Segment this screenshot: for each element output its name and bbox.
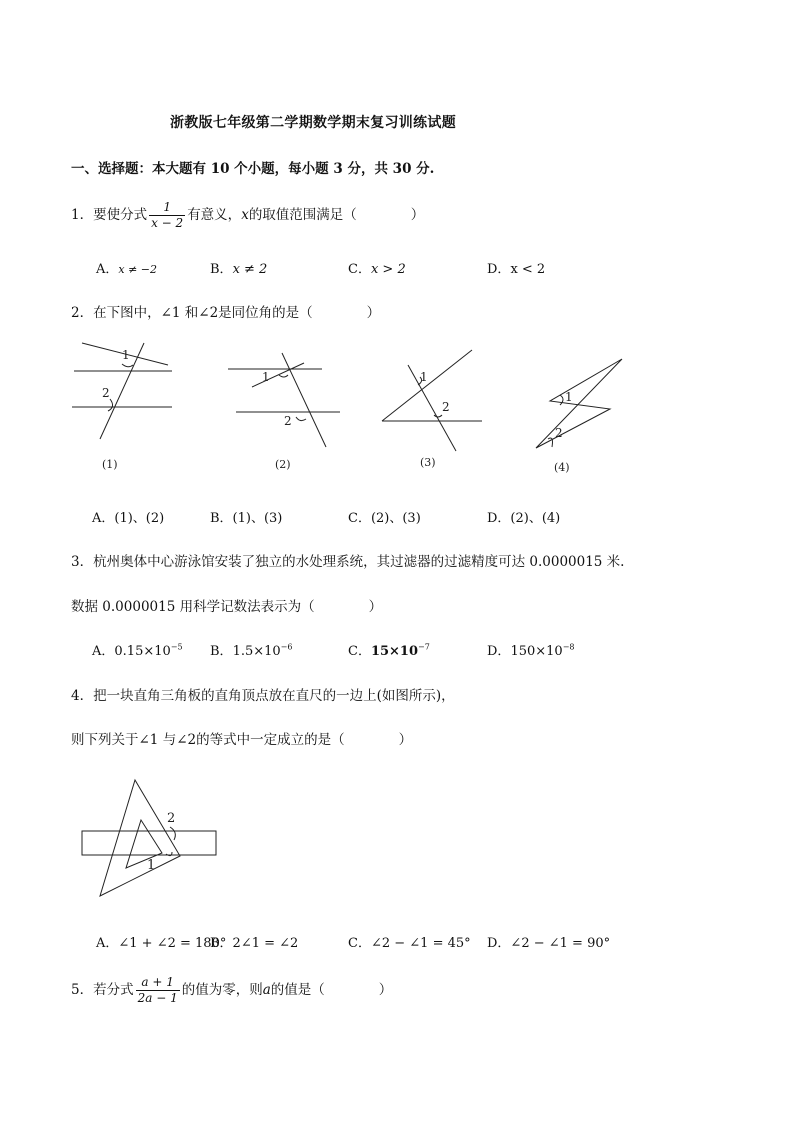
q1-option-a[interactable]: A．x ≠ −2 — [96, 262, 158, 277]
q3-option-a[interactable]: A．$0.15\times 10^{-5}$ — [92, 642, 183, 659]
q2-fig3-angle-1: 1 — [420, 370, 428, 384]
q2-fig1-angle-2: 2 — [102, 386, 110, 400]
q2-fig3-angle-2: 2 — [442, 400, 450, 414]
q3-option-c[interactable]: C．$15\times 10^{-7}$ — [348, 642, 430, 659]
q2-option-b[interactable]: B．(1)、(3) — [210, 511, 283, 526]
q2-figure-4 — [536, 359, 622, 448]
question-1: 1．要使分式 $\frac{1}{x - 2}$ 有意义，x的取值范围满足（ ） — [71, 200, 425, 230]
q2-fig4-angle-2: 2 — [555, 426, 563, 440]
q2-figure-3 — [382, 350, 482, 451]
q2-fig1-angle-1: 1 — [122, 348, 130, 362]
q2-fig2-angle-1: 1 — [262, 370, 270, 384]
q2-fig1-label: (1) — [102, 458, 118, 471]
section-heading: 一、选择题：本大题有 10 个小题，每小题 3 分，共 30 分. — [71, 161, 435, 177]
q2-figures — [60, 335, 660, 480]
question-3-line-2: 数据 0.0000015 用科学记数法表示为（ ） — [71, 599, 383, 615]
q4-angle-2: 2 — [167, 811, 176, 826]
q4-ruler — [82, 831, 216, 855]
q2-fig2-label: (2) — [275, 458, 291, 471]
question-4: 4．把一块直角三角板的直角顶点放在直尺的一边上(如图所示)， — [71, 688, 455, 704]
q4-angle-1: 1 — [147, 858, 156, 873]
q3-option-d[interactable]: D．$150\times 10^{-8}$ — [487, 642, 575, 659]
q2-fig3-label: (3) — [420, 456, 436, 469]
question-4-line-2: 则下列关于∠1 与∠2的等式中一定成立的是（ ） — [71, 732, 413, 748]
q1-option-c[interactable]: C．x > 2 — [348, 262, 406, 277]
q5-fraction: $\frac{a + 1}{2a - 1}$ — [137, 975, 178, 1005]
q2-fig4-angle-1: 1 — [565, 390, 573, 404]
q4-inner-triangle — [126, 820, 162, 868]
q1-option-d[interactable]: D．x < 2 — [487, 262, 546, 277]
question-3: 3．杭州奥体中心游泳馆安装了独立的水处理系统，其过滤器的过滤精度可达 0.0000015 米. — [71, 554, 625, 570]
question-5: 5．若分式 $\frac{a + 1}{2a - 1}$ 的值为零，则a的值是（ ） — [71, 975, 393, 1005]
question-2: 2．在下图中，∠1 和∠2是同位角的是（ ） — [71, 305, 381, 321]
page-title: 浙教版七年级第二学期数学期末复习训练试题 — [170, 115, 456, 131]
q4-figure — [70, 770, 230, 905]
q4-option-c[interactable]: C．∠2 − ∠1 = 45° — [348, 936, 471, 951]
q4-option-d[interactable]: D．∠2 − ∠1 = 90° — [487, 936, 611, 951]
q4-option-a[interactable]: A．∠1 + ∠2 = 180° — [96, 936, 227, 951]
q2-fig4-label: (4) — [554, 461, 570, 474]
q1-prefix: 1．要使分式 — [71, 207, 148, 223]
q4-outer-triangle — [100, 780, 180, 896]
q2-option-c[interactable]: C．(2)、(3) — [348, 511, 421, 526]
q2-option-d[interactable]: D．(2)、(4) — [487, 511, 561, 526]
q4-option-b[interactable]: B．2∠1 = ∠2 — [210, 936, 299, 951]
q3-option-b[interactable]: B．$1.5\times 10^{-6}$ — [210, 642, 293, 659]
q2-figure-2 — [228, 353, 340, 447]
q1-fraction: $\frac{1}{x - 2}$ — [151, 200, 184, 230]
q1-option-b[interactable]: B．x ≠ 2 — [210, 262, 268, 277]
q2-option-a[interactable]: A．(1)、(2) — [92, 511, 165, 526]
q2-fig2-angle-2: 2 — [284, 414, 292, 428]
